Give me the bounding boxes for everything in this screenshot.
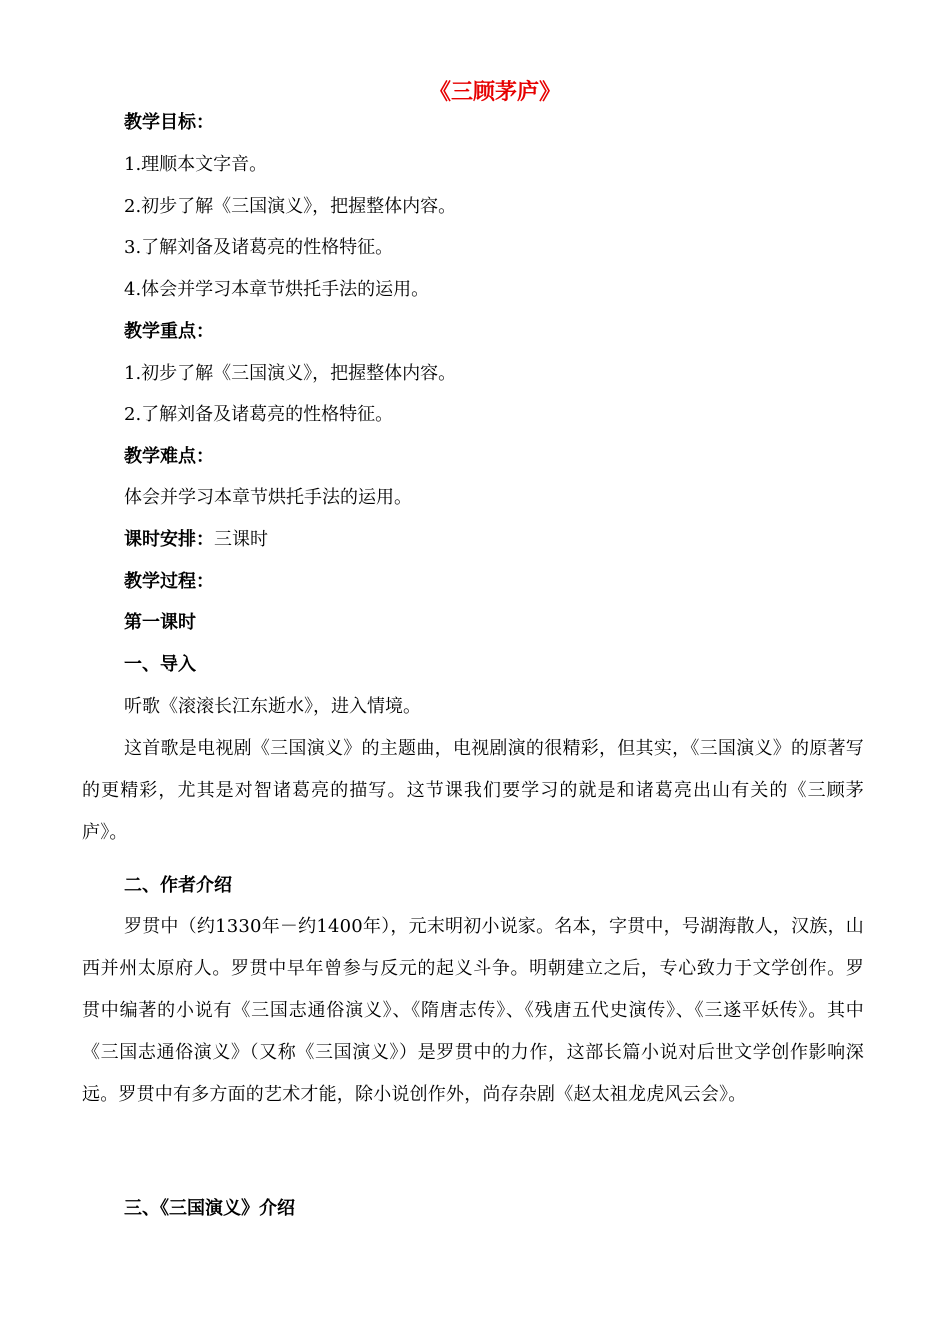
objective-item-3: 3.了解刘备及诸葛亮的性格特征。: [124, 237, 394, 258]
section-heading-author: 二、作者介绍: [124, 875, 232, 896]
objective-item-1: 1.理顺本文字音。: [124, 154, 268, 175]
key-point-item-1: 1.初步了解《三国演义》，把握整体内容。: [124, 363, 457, 384]
section-heading-novel: 三、《三国演义》介绍: [124, 1198, 295, 1219]
key-point-item-2: 2.了解刘备及诸葛亮的性格特征。: [124, 404, 394, 425]
objectives-heading: 教学目标：: [124, 112, 214, 133]
process-heading: 教学过程：: [124, 571, 214, 592]
section-intro-lead: 听歌《滚滚长江东逝水》，进入情境。: [124, 696, 421, 717]
objective-item-4: 4.体会并学习本章节烘托手法的运用。: [124, 279, 430, 300]
difficulties-heading: 教学难点：: [124, 446, 214, 467]
section-author-paragraph: 罗贯中（约1330年－约1400年），元末明初小说家。名本，字贯中，号湖海散人，汉族，山西并州太原府人。罗贯中早年曾参与反元的起义斗争。明朝建立之后，专心致力于文学创作。罗贯中编著的小说有《三国志通俗演义》、《隋唐志传》、《残唐五代史演传》、《三遂平妖传》。其中《三国志通俗演义》（又称《三国演义》）是罗贯中的力作，这部长篇小说对后世文学创作影响深远。罗贯中有多方面的艺术才能，除小说创作外，尚存杂剧《赵太祖龙虎风云会》。: [82, 916, 864, 1105]
section-heading-intro: 一、导入: [124, 654, 196, 675]
difficulties-text: 体会并学习本章节烘托手法的运用。: [124, 487, 412, 508]
lesson-heading: 第一课时: [124, 612, 196, 633]
objective-item-2: 2.初步了解《三国演义》，把握整体内容。: [124, 196, 457, 217]
schedule-line: [124, 527, 268, 553]
key-points-heading: 教学重点：: [124, 321, 214, 342]
schedule-label: 课时安排：: [124, 529, 214, 550]
schedule-value: 三课时: [214, 529, 268, 550]
section-intro-paragraph: 这首歌是电视剧《三国演义》的主题曲，电视剧演的很精彩，但其实，《三国演义》的原著写的更精彩，尤其是对智诸葛亮的描写。这节课我们要学习的就是和诸葛亮出山有关的《三顾茅庐》。: [82, 738, 864, 843]
document-title: 《三顾茅庐》: [428, 80, 561, 105]
